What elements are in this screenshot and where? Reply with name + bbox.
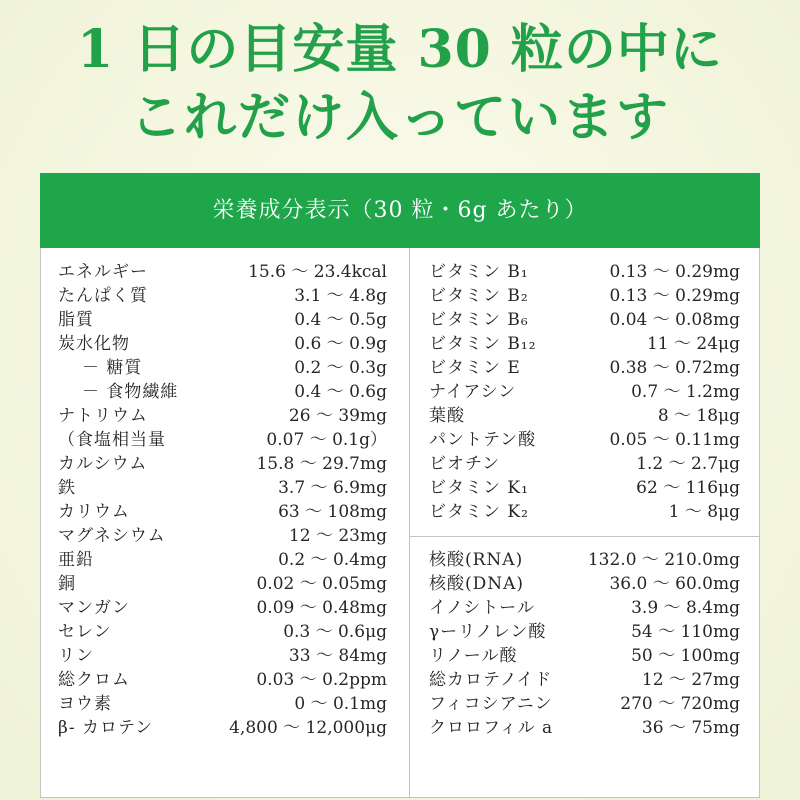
nutrient-row xyxy=(429,308,740,332)
nutrient-label: エネルギー xyxy=(58,262,148,282)
nutrient-value: 0.2 ～ 0.4mg xyxy=(278,550,387,570)
nutrient-label: － 糖質 xyxy=(82,358,143,378)
nutrient-label: （食塩相当量 xyxy=(58,430,166,450)
nutrient-row xyxy=(58,548,387,572)
table-title: 栄養成分表示（30 粒・6g あたり） xyxy=(40,173,760,248)
nutrient-row xyxy=(429,404,740,428)
nutrient-label: フィコシアニン xyxy=(429,694,553,714)
nutrient-value: 33 ～ 84mg xyxy=(288,646,387,666)
nutrient-label: セレン xyxy=(58,622,112,642)
nutrient-value: 12 ～ 27mg xyxy=(641,670,740,690)
nutrient-value: 0.04 ～ 0.08mg xyxy=(609,310,740,330)
nutrient-row xyxy=(429,596,740,620)
nutrient-row xyxy=(58,428,387,452)
nutrient-row xyxy=(58,356,387,380)
nutrient-label: 脂質 xyxy=(58,310,94,330)
nutrient-label: ビタミン B₂ xyxy=(429,286,529,306)
nutrient-value: 0.13 ～ 0.29mg xyxy=(609,262,740,282)
nutrient-row xyxy=(429,548,740,572)
nutrient-label: γーリノレン酸 xyxy=(429,622,547,642)
nutrition-table xyxy=(40,173,760,798)
nutrient-label: ナイアシン xyxy=(429,382,517,402)
nutrient-label: 鉄 xyxy=(58,478,76,498)
nutrient-row xyxy=(429,284,740,308)
nutrient-label: ビタミン B₁₂ xyxy=(429,334,537,354)
nutrient-label: ビタミン K₂ xyxy=(429,502,529,522)
nutrient-label: クロロフィル a xyxy=(429,718,554,738)
nutrient-label: カルシウム xyxy=(58,454,148,474)
nutrient-row xyxy=(58,692,387,716)
nutrient-row xyxy=(429,332,740,356)
nutrient-value: 8 ～ 18μg xyxy=(657,406,740,426)
nutrient-value: 0.07 ～ 0.1g） xyxy=(266,430,387,450)
nutrient-label: ヨウ素 xyxy=(58,694,112,714)
nutrient-label: リノール酸 xyxy=(429,646,518,666)
table-body xyxy=(40,248,760,798)
nutrient-row xyxy=(429,260,740,284)
nutrient-label: ビタミン E xyxy=(429,358,521,378)
nutrient-row xyxy=(429,380,740,404)
headline-line-1: 1 日の目安量 30 粒の中に xyxy=(77,19,723,80)
nutrient-row xyxy=(58,524,387,548)
headline-line-2: これだけ入っています xyxy=(129,87,670,148)
nutrient-value: 0.4 ～ 0.5g xyxy=(294,310,387,330)
nutrient-row xyxy=(58,644,387,668)
nutrient-value: 132.0 ～ 210.0mg xyxy=(587,550,740,570)
nutrient-value: 0.7 ～ 1.2mg xyxy=(631,382,740,402)
nutrient-value: 0.6 ～ 0.9g xyxy=(294,334,387,354)
nutrient-row xyxy=(429,620,740,644)
nutrient-value: 1 ～ 8μg xyxy=(668,502,740,522)
nutrient-label: 銅 xyxy=(58,574,76,594)
nutrient-row xyxy=(58,260,387,284)
nutrient-label: イノシトール xyxy=(429,598,535,618)
nutrient-row xyxy=(58,572,387,596)
nutrient-row xyxy=(429,356,740,380)
nutrient-label: ビタミン K₁ xyxy=(429,478,529,498)
nutrient-label: β- カロテン xyxy=(58,718,154,738)
nutrient-label: たんぱく質 xyxy=(58,286,148,306)
nutrient-row xyxy=(58,452,387,476)
nutrient-label: パントテン酸 xyxy=(429,430,537,450)
nutrient-row xyxy=(429,668,740,692)
nutrient-row xyxy=(58,476,387,500)
nutrient-row xyxy=(429,644,740,668)
nutrient-value: 3.7 ～ 6.9mg xyxy=(278,478,387,498)
nutrient-label: 総カロテノイド xyxy=(429,670,553,690)
nutrient-value: 0.02 ～ 0.05mg xyxy=(256,574,387,594)
nutrient-value: 0.38 ～ 0.72mg xyxy=(609,358,740,378)
nutrient-value: 36 ～ 75mg xyxy=(641,718,740,738)
nutrient-value: 0.03 ～ 0.2ppm xyxy=(256,670,387,690)
nutrient-value: 15.6 ～ 23.4kcal xyxy=(248,262,387,282)
nutrient-row xyxy=(58,596,387,620)
other-component-list xyxy=(410,537,759,740)
nutrient-row xyxy=(429,452,740,476)
nutrient-label: 炭水化物 xyxy=(58,334,130,354)
nutrient-label: ビタミン B₁ xyxy=(429,262,529,282)
nutrient-label: 亜鉛 xyxy=(58,550,94,570)
nutrient-label: リン xyxy=(58,646,94,666)
nutrient-value: 0.3 ～ 0.6μg xyxy=(283,622,387,642)
nutrient-row xyxy=(429,692,740,716)
nutrient-row xyxy=(58,284,387,308)
nutrient-label: ビタミン B₆ xyxy=(429,310,529,330)
nutrient-row xyxy=(429,476,740,500)
nutrient-label: 葉酸 xyxy=(429,406,465,426)
left-nutrient-list xyxy=(41,248,410,797)
nutrient-label: マンガン xyxy=(58,598,130,618)
nutrient-value: 270 ～ 720mg xyxy=(620,694,740,714)
nutrient-row xyxy=(58,404,387,428)
nutrient-value: 26 ～ 39mg xyxy=(288,406,387,426)
nutrient-value: 4,800 ～ 12,000μg xyxy=(229,718,387,738)
nutrient-label: － 食物繊維 xyxy=(82,382,179,402)
nutrient-row xyxy=(58,380,387,404)
nutrient-row xyxy=(58,500,387,524)
nutrient-value: 50 ～ 100mg xyxy=(631,646,740,666)
nutrient-value: 36.0 ～ 60.0mg xyxy=(609,574,740,594)
nutrient-row xyxy=(429,716,740,740)
nutrient-label: ビオチン xyxy=(429,454,501,474)
nutrient-row xyxy=(58,332,387,356)
nutrient-row xyxy=(429,572,740,596)
nutrient-value: 0.05 ～ 0.11mg xyxy=(609,430,740,450)
nutrient-value: 11 ～ 24μg xyxy=(646,334,740,354)
nutrient-row xyxy=(58,620,387,644)
nutrient-label: カリウム xyxy=(58,502,130,522)
nutrient-label: 核酸(DNA) xyxy=(429,574,525,594)
nutrient-label: 総クロム xyxy=(58,670,130,690)
nutrient-label: ナトリウム xyxy=(58,406,148,426)
nutrient-value: 15.8 ～ 29.7mg xyxy=(256,454,387,474)
nutrient-value: 12 ～ 23mg xyxy=(288,526,387,546)
nutrient-row xyxy=(58,308,387,332)
nutrient-value: 0.09 ～ 0.48mg xyxy=(256,598,387,618)
nutrient-value: 1.2 ～ 2.7μg xyxy=(636,454,740,474)
nutrient-value: 3.9 ～ 8.4mg xyxy=(631,598,740,618)
nutrient-value: 63 ～ 108mg xyxy=(278,502,387,522)
nutrient-value: 0.4 ～ 0.6g xyxy=(294,382,387,402)
nutrient-value: 0 ～ 0.1mg xyxy=(294,694,387,714)
right-column xyxy=(410,248,759,797)
vitamin-list xyxy=(410,248,759,537)
nutrient-row xyxy=(58,716,387,740)
nutrient-row xyxy=(58,668,387,692)
nutrient-value: 0.13 ～ 0.29mg xyxy=(609,286,740,306)
nutrient-row xyxy=(429,500,740,524)
nutrient-label: 核酸(RNA) xyxy=(429,550,524,570)
nutrient-value: 3.1 ～ 4.8g xyxy=(294,286,387,306)
nutrient-row xyxy=(429,428,740,452)
nutrient-value: 0.2 ～ 0.3g xyxy=(294,358,387,378)
nutrient-value: 62 ～ 116μg xyxy=(636,478,740,498)
nutrient-value: 54 ～ 110mg xyxy=(631,622,740,642)
nutrient-label: マグネシウム xyxy=(58,526,166,546)
